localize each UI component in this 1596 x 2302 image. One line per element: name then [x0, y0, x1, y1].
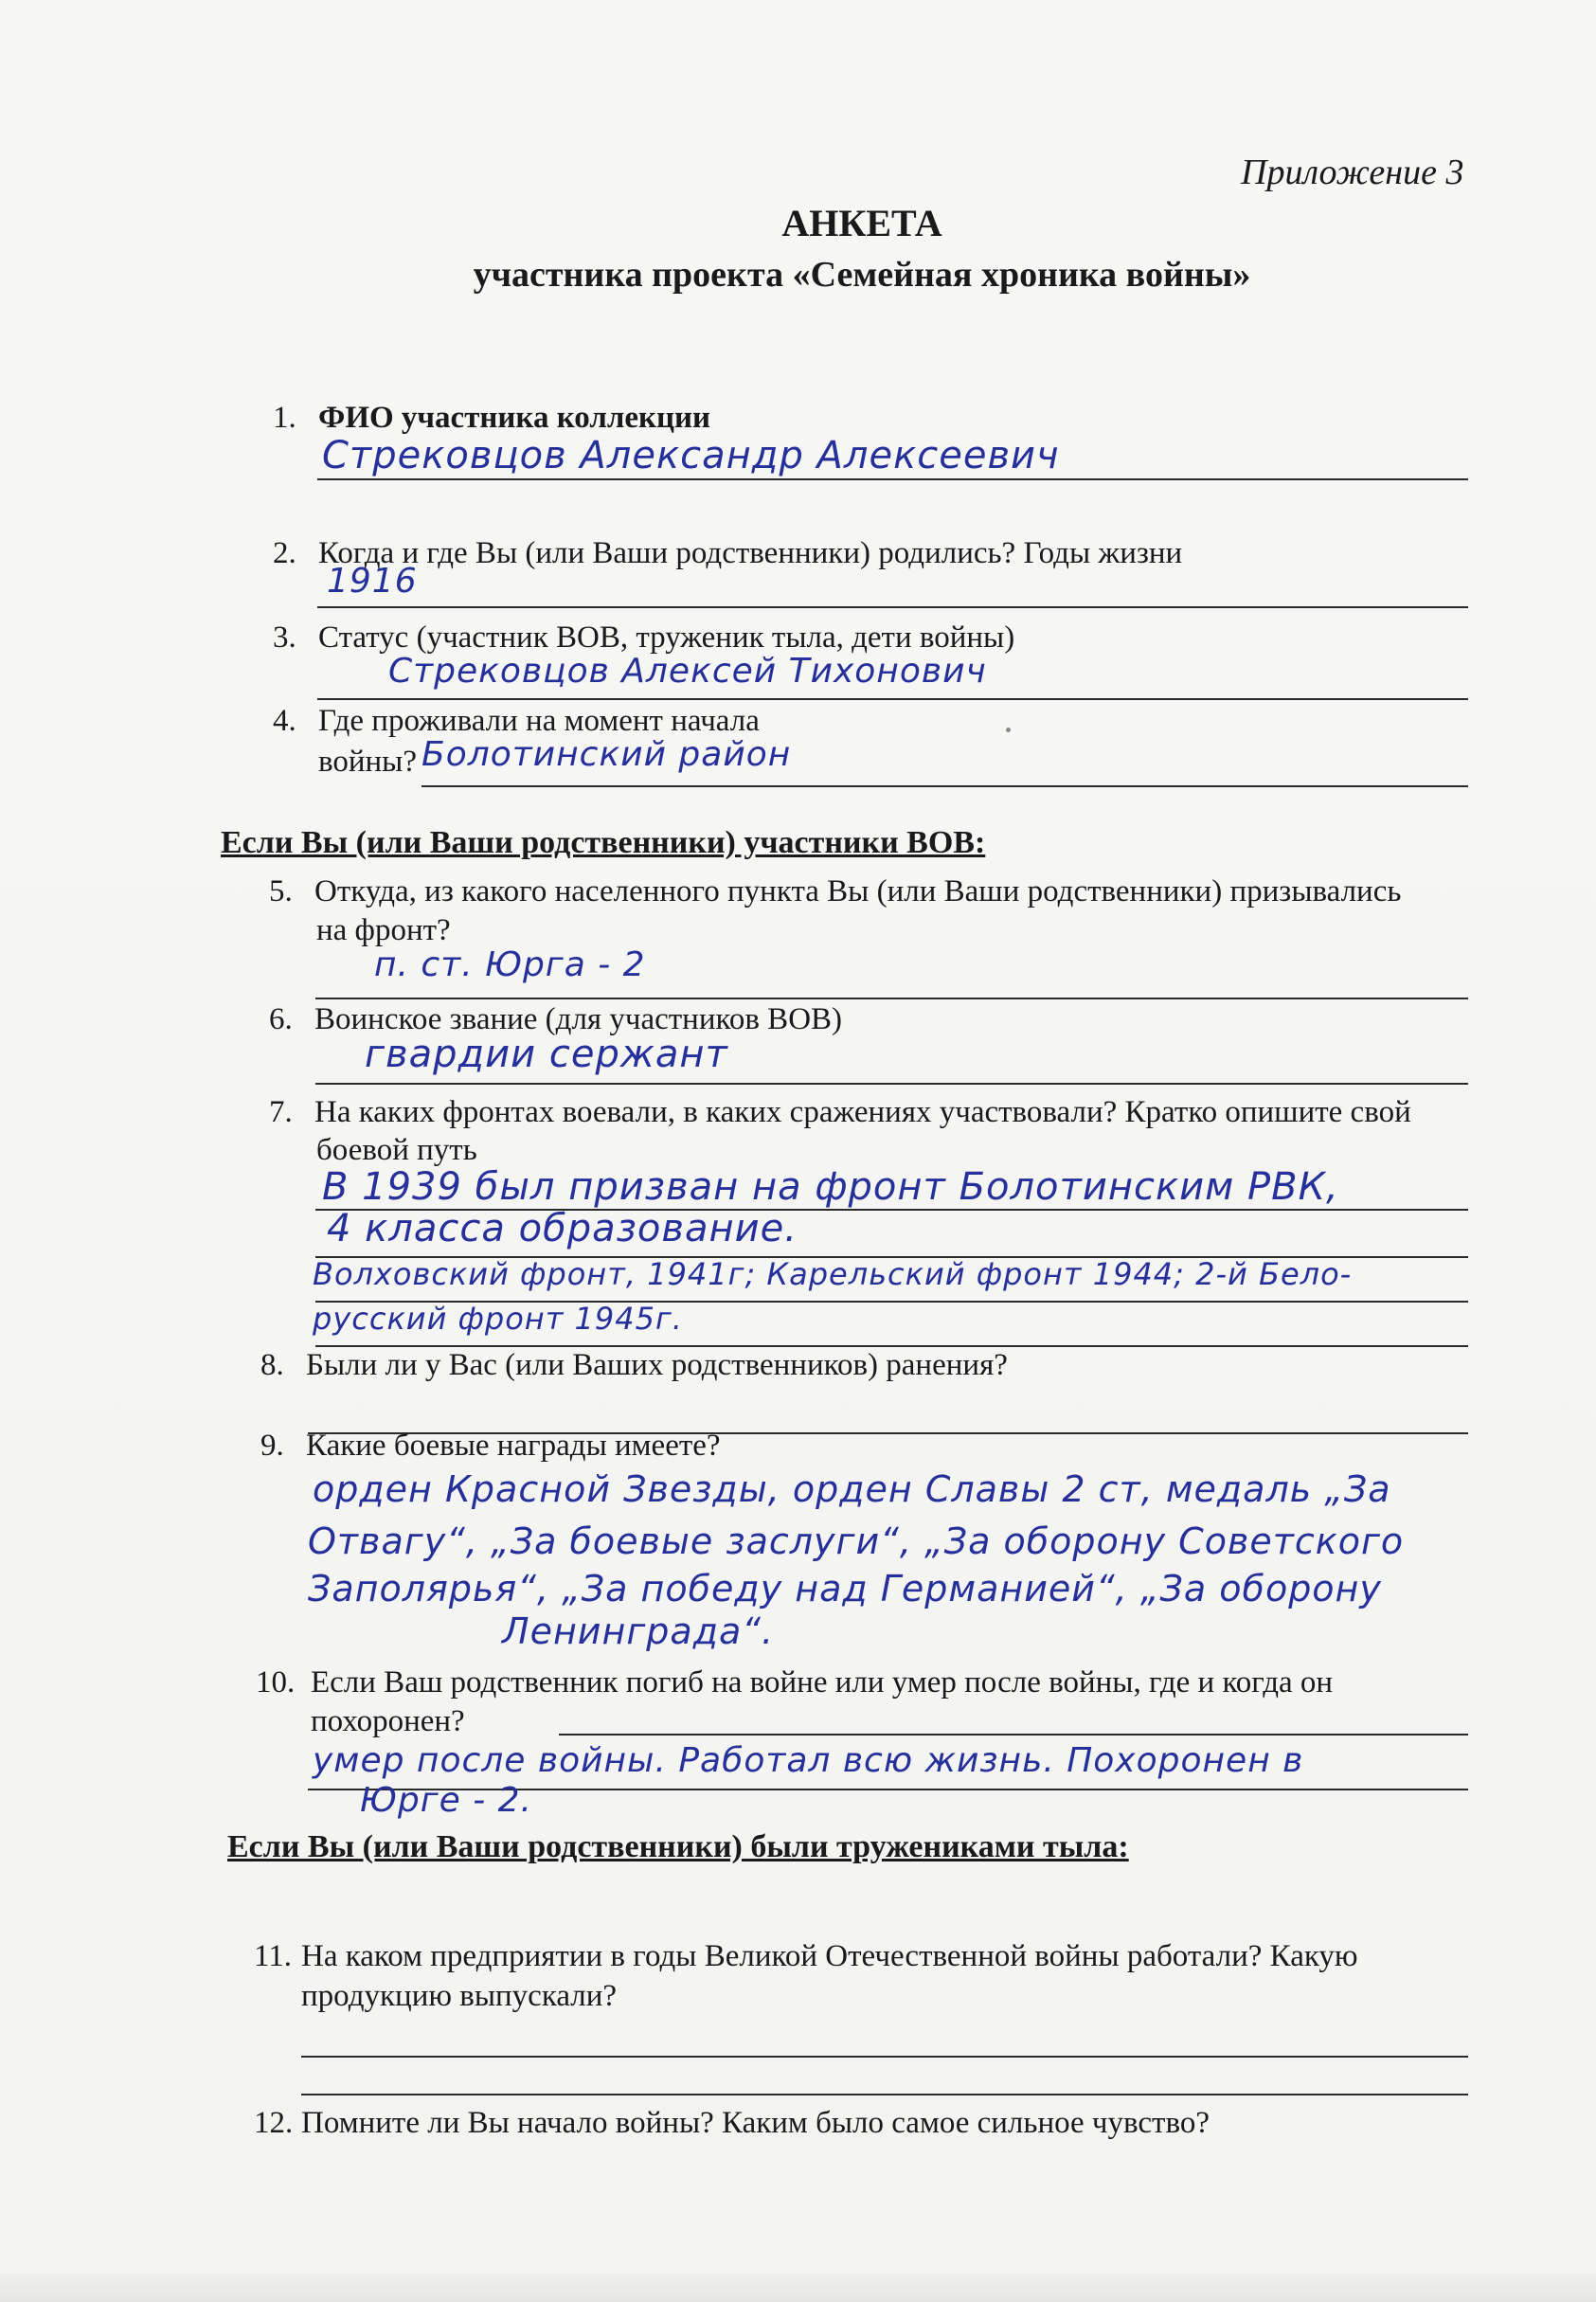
question-3: 3. Статус (участник ВОВ, труженик тыла, дети войны) [273, 620, 1015, 655]
answer-line [317, 478, 1468, 480]
answer-5: п. ст. Юрга - 2 [374, 945, 646, 984]
question-12: 12. Помните ли Вы начало войны? Каким было самое сильное чувство? [254, 2106, 1210, 2140]
answer-line [315, 1083, 1468, 1085]
answer-line [317, 698, 1468, 700]
answer-9-line4: Ленинграда“. [502, 1610, 775, 1652]
answer-7-line1: В 1939 был призван на фронт Болотинским РВК, [322, 1165, 1339, 1209]
question-5: 5. Откуда, из какого населенного пункта Вы (или Ваши родственники) призывались [269, 874, 1402, 908]
answer-line [559, 1734, 1468, 1735]
answer-7-line4: русский фронт 1945г. [313, 1301, 683, 1337]
question-5-line2: на фронт? [316, 913, 451, 947]
question-11: 11. На каком предприятии в годы Великой Отечественной войны работали? Какую [254, 1939, 1358, 1973]
answer-9-line2: Отвагу“, „За боевые заслуги“, „За оборону Советского [308, 1520, 1405, 1562]
answer-7-line3: Волховский фронт, 1941г; Карельский фронт 1944; 2-й Бело- [313, 1256, 1353, 1292]
question-11-line2: продукцию выпускали? [301, 1979, 618, 2013]
answer-9-line1: орден Красной Звезды, орден Славы 2 ст, медаль „За [313, 1468, 1391, 1510]
paper-speck [1006, 728, 1011, 732]
question-10-line2: похоронен? [311, 1704, 465, 1738]
question-2: 2. Когда и где Вы (или Ваши родственники) родились? Годы жизни [273, 536, 1183, 570]
question-1: 1. ФИО участника коллекции [273, 401, 711, 435]
question-9: 9. Какие боевые награды имеете? [260, 1429, 721, 1463]
answer-9-line3: Заполярья“, „За победу над Германией“, „За оборону [308, 1568, 1382, 1610]
answer-10-line1: умер после войны. Работал всю жизнь. Похоронен в [313, 1741, 1304, 1780]
answer-line [301, 2094, 1468, 2095]
answer-3: Стрековцов Алексей Тихонович [388, 652, 987, 691]
question-10: 10. Если Ваш родственник погиб на войне или умер после войны, где и когда он [256, 1665, 1334, 1700]
question-4-line2: войны? [318, 745, 417, 779]
answer-6: гвардии сержант [365, 1033, 728, 1076]
question-6: 6. Воинское звание (для участников ВОВ) [269, 1002, 843, 1036]
answer-4: Болотинский район [421, 735, 792, 774]
form-subtitle: участника проекта «Семейная хроника войны» [473, 255, 1251, 295]
form-title: АНКЕТА [781, 202, 942, 244]
answer-10-line2: Юрге - 2. [360, 1781, 533, 1820]
question-4: 4. Где проживали на момент начала [273, 704, 760, 738]
answer-2: 1916 [327, 562, 418, 601]
page-bottom-edge [0, 2274, 1596, 2302]
section-heading-home-front: Если Вы (или Ваши родственники) были тружениками тыла: [227, 1829, 1129, 1864]
question-8: 8. Были ли у Вас (или Ваших родственников) ранения? [260, 1348, 1008, 1382]
answer-line [317, 606, 1468, 608]
answer-7-line2: 4 класса образование. [327, 1207, 798, 1250]
answer-1: Стрековцов Александр Алексеевич [322, 434, 1060, 477]
appendix-label: Приложение 3 [1241, 153, 1464, 192]
answer-line [421, 785, 1468, 787]
answer-line [301, 2056, 1468, 2058]
section-heading-veterans: Если Вы (или Ваши родственники) участники ВОВ: [221, 825, 986, 860]
question-7: 7. На каких фронтах воевали, в каких сражениях участвовали? Кратко опишите свой [269, 1095, 1411, 1129]
question-7-line2: боевой путь [316, 1133, 477, 1167]
